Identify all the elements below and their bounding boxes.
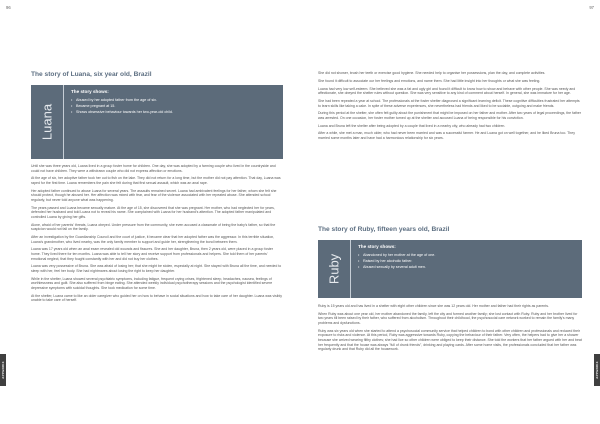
box-heading: The story shows: — [71, 89, 109, 94]
paragraph: Her adopted father continued to abuse Luana for several years. The assaults remained secret. Luana had ambivalent feelings for her father, whom she felt she should protect, though he abused her. Her affection was mixed with fear, and fear of the violence associated with her repeated abuse. She attended school regularly, but never told anyone what was happening. — [31, 188, 277, 202]
paragraph: The years passed and Luana became sexually mature. At the age of 15, she discovered that she was pregnant. Her mother, who had neglected her for years, defended her husband and told Luana not to reveal his name. She complained with Luana for her husband's attention. The adopted father manipulated and controlled Luana by giving her gifts. — [31, 205, 275, 219]
appendix-side-tab-right — [594, 354, 600, 386]
right-page — [300, 0, 600, 424]
story-body-luana — [31, 164, 283, 306]
box-heading: The story shows: — [358, 244, 396, 249]
box-item: • Abandoned by her mother at the age of one. — [358, 252, 578, 258]
story-summary-box-ruby — [318, 240, 582, 298]
box-name-panel — [31, 85, 64, 159]
box-name-panel — [318, 240, 351, 298]
paragraph: Luana was very possessive of Bruna. She was afraid of losing her; that she might be stolen, especially at night. She stayed with Bruna all the time, and needed to sleep with her, feel her body. She had nightmares about losing the right to keep her daughter. — [31, 264, 282, 273]
paragraph: She had been repeated a year at school. The professionals at the foster shelter diagnosed a significant learning deficit. These cognitive difficulties frustrated her attempts to learn skills like taking a cake. In spite of these adverse experiences, she nevertheless had friends and liked to be sociable, outgoing and make friends. — [318, 98, 580, 108]
box-item: • Abused by her adopted father from the age of six. — [71, 97, 279, 103]
story-summary-box-luana — [31, 85, 283, 159]
paragraph: Until she was three years old, Luana lived in a group foster home for children. One day, she was adopted by a farming couple who lived in the countryside and could not have children. They were a withdrawn couple who did not express affection or emotions. — [31, 164, 276, 173]
paragraph: Luana and Bruna left the shelter after being adopted by a couple that lived in a nearby city, who already had two children. — [318, 123, 506, 128]
box-item: • Became pregnant at 15. — [71, 103, 279, 109]
paragraph: At the age of six, her adoptive father took her out to fish on the lake. They did not return for a long time, but the mother did not pay attention. That day, Luana was raped for the first time. Luana remembers the pain she felt during that first sexual assault, which was an anal rape. — [31, 176, 281, 185]
story-title-luana: The story of Luana, six year old, Brazil — [31, 71, 152, 78]
box-name: Luana — [39, 103, 55, 141]
story-body-ruby — [318, 304, 582, 355]
side-tab-label: APPENDIX — [595, 361, 599, 379]
box-item: • Abused sexually by several adult men. — [358, 264, 578, 270]
paragraph: Luana had very low self-esteem. She believed she was a fat and ugly girl and found it difficult to know how to show and behave with other people. She was needy and affectionate, she obeyed the shelter rules without question. She was very sensitive to any kind of comment about herself. In general, she was immature for her age. — [318, 86, 576, 96]
paragraph: She found it difficult to associate our her feelings and emotions, and name them. She had little insight into her thoughts or what she was feeling. — [318, 78, 541, 83]
box-item: • Raised by her alcoholic father. — [358, 258, 578, 264]
box-name: Ruby — [326, 253, 342, 285]
page-number-left: 96 — [6, 5, 11, 10]
paragraph: Ruby was six years old when she started to attend a psychosocial community service that helped children to bond with other children and professionals and reduced their exposure to risks and violence. At this period, Ruby was aggressive towards Ruby, copying the behaviour of their father. Very often, the helpers had to give her a shower because she arrived wearing filthy clothes; she had lice so other children were obliged to keep their distance. She told the workers that her father argued with her and beat her frequently and that the house was always "full of drunk friends", drinking and playing cards. After some home visits, the professionals concluded that her father was regularly drunk and that Ruby did all the housework. — [318, 328, 582, 352]
paragraph: Luana was 17 years old when an anal exam revealed old wounds and fissures. She and her daughter, Bruna, then 2 years old, were placed in a group foster home. They lived there for ten months. Luana was able to tell her story and receive support from professionals and helpers. She told them of her parents' emotional neglect, that they fought constantly with her and did not buy her clothes. — [31, 247, 274, 261]
paragraph: After an investigation by the Guardianship Council and the court of justice, it became clear that her adopted father was the aggressor. In this terrible situation, Luana's grandmother, who lived nearby, was the only family member to support and guide her, strengthening the bond between them. — [31, 235, 275, 244]
appendix-side-tab-left — [0, 354, 6, 386]
paragraph: While in the shelter, Luana showed several psychiatric symptoms, including fatigue, frequent crying crises, frightened sleep, headaches, nausea, feelings of worthlessness and guilt. She also suffered from binge eating. She attended weekly individual psychotherapy sessions and the psychologist identified severe depressive symptoms with suicidal thoughts. She took medication for some time. — [31, 276, 273, 290]
paragraph: When Ruby was about one year old, her mother abandoned the family, left the city and formed another family; she lost contact with Ruby. Ruby and her brother lived for two years till been raised by their father, who suffered from alcoholism. Throughout their childhood, the psychosocial care network worked to remain the family's many problems and dysfunctions. — [318, 311, 578, 325]
paragraph: Alone, afraid of her parents' threats, Luana obeyed. Under pressure from the community, she even accused a classmate of being the baby's father, so that the suspicion would not fall on the family. — [31, 222, 276, 232]
side-tab-label: APPENDIX — [1, 361, 5, 379]
paragraph: After a while, she met a man, much older, who had never been married and was a successful farmer. He and Luana got on well together, and he liked Bruna too. They married some months later and have had a harmonious relationship for six years. — [318, 131, 575, 141]
paragraph: During this period at the shelter, she often felt guilty about the punishment that might be imposed on her father and mother. After two years of legal proceedings, the father was arrested. On one occasion, her foster mother turned up at the shelter and accused Luana of being responsible for his conviction. — [318, 111, 582, 120]
box-content — [71, 89, 279, 116]
box-content — [358, 244, 578, 271]
page-number-right: 97 — [589, 5, 594, 10]
box-item: • Shows obsessive behaviour towards her two-year-old child. — [71, 109, 279, 115]
story-title-ruby: The story of Ruby, fifteen years old, Brazil — [318, 226, 450, 233]
story-body-luana-continued — [318, 71, 582, 144]
paragraph: Ruby is 15 years old and has lived in a shelter with eight other children since she was 12 years old. Her mother and father had their rights as parents. — [318, 304, 549, 308]
paragraph: She did not shower, brush her teeth or exercise good hygiene. She needed help to organise her possessions, plan the day, and complete activities. — [318, 71, 546, 75]
paragraph: At the shelter, Luana came to like an older caregiver who guided her on how to behave in social situations and how to take care of her daughter. Luana was visibly unable to take care of herself. — [31, 293, 282, 303]
